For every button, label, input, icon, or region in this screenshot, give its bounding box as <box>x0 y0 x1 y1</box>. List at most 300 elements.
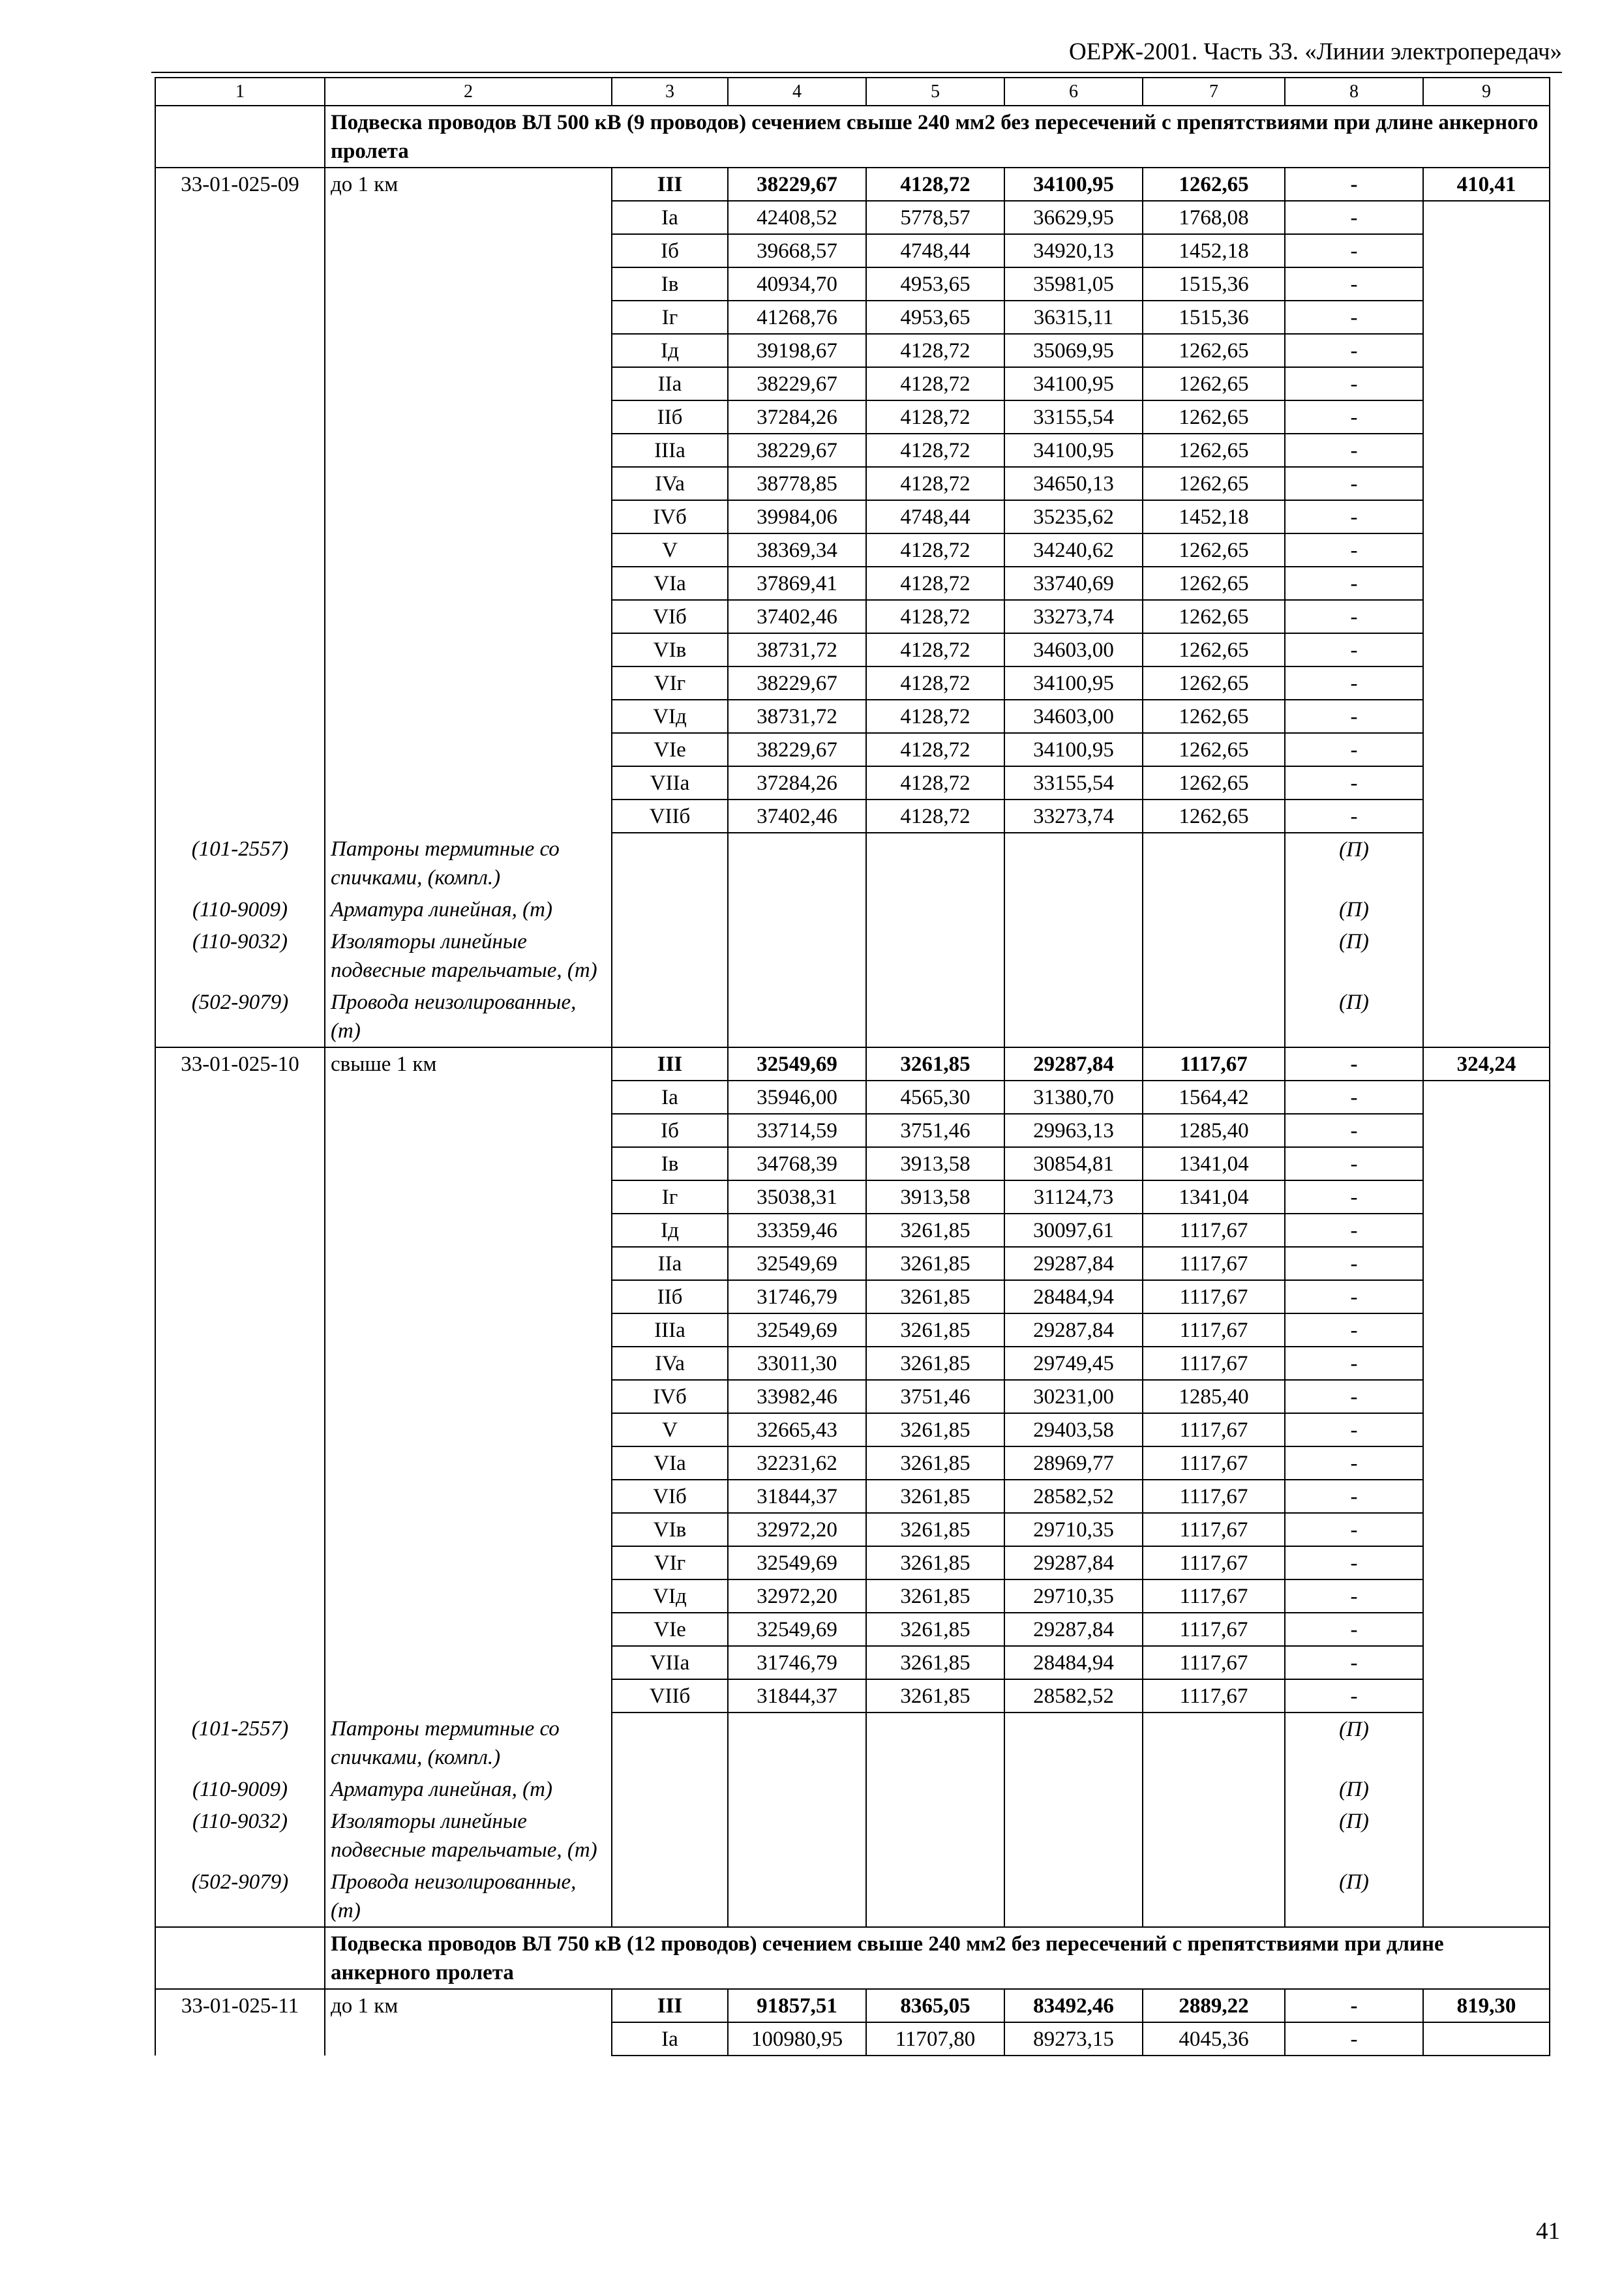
empty-cell <box>1423 633 1550 666</box>
machines-cost: 31380,70 <box>1004 1081 1143 1114</box>
column-number: 4 <box>728 78 866 106</box>
operator-wages: 1117,67 <box>1143 1247 1285 1280</box>
column-number: 5 <box>866 78 1004 106</box>
total-cost: 39668,57 <box>728 234 866 267</box>
machines-cost: 29403,58 <box>1004 1413 1143 1446</box>
materials-cost: - <box>1285 267 1423 301</box>
empty-cell <box>612 1773 728 1805</box>
resource-name: Провода неизолированные, (т) <box>325 986 612 1047</box>
materials-cost: - <box>1285 1247 1423 1280</box>
empty-cell <box>612 1713 728 1773</box>
wages-cost: 4128,72 <box>866 733 1004 766</box>
header-rule <box>151 72 1562 73</box>
total-cost: 31844,37 <box>728 1679 866 1713</box>
region-category: IIб <box>612 400 728 434</box>
rate-row <box>155 1047 1550 1081</box>
empty-cell <box>728 1805 866 1866</box>
resource-row <box>155 1866 1550 1927</box>
materials-cost: - <box>1285 766 1423 800</box>
total-cost: 32549,69 <box>728 1047 866 1081</box>
wages-cost: 4953,65 <box>866 301 1004 334</box>
wages-cost: 3261,85 <box>866 1480 1004 1513</box>
wages-cost: 3913,58 <box>866 1147 1004 1180</box>
operator-wages: 1117,67 <box>1143 1214 1285 1247</box>
empty-cell <box>1423 1114 1550 1147</box>
region-category: Ia <box>612 201 728 234</box>
wages-cost: 4128,72 <box>866 168 1004 201</box>
total-cost: 41268,76 <box>728 301 866 334</box>
column-number: 6 <box>1004 78 1143 106</box>
empty-cell <box>1143 1773 1285 1805</box>
empty-cell <box>1423 1713 1550 1773</box>
empty-cell <box>1423 700 1550 733</box>
wages-cost: 3261,85 <box>866 1047 1004 1081</box>
machines-cost: 31124,73 <box>1004 1180 1143 1214</box>
column-number: 1 <box>155 78 325 106</box>
materials-cost: - <box>1285 434 1423 467</box>
column-number: 8 <box>1285 78 1423 106</box>
materials-cost: - <box>1285 500 1423 533</box>
empty-cell <box>1004 1713 1143 1773</box>
region-category: IVa <box>612 1347 728 1380</box>
region-category: IIIa <box>612 434 728 467</box>
resource-code: (502-9079) <box>155 1866 325 1927</box>
empty-cell <box>1004 1866 1143 1927</box>
empty-cell <box>1143 925 1285 986</box>
operator-wages: 1117,67 <box>1143 1480 1285 1513</box>
machines-cost: 29710,35 <box>1004 1513 1143 1546</box>
wages-cost: 4128,72 <box>866 434 1004 467</box>
materials-cost: - <box>1285 1347 1423 1380</box>
empty-cell <box>866 833 1004 893</box>
operator-wages: 1117,67 <box>1143 1347 1285 1380</box>
operator-wages: 1117,67 <box>1143 1613 1285 1646</box>
region-category: Iг <box>612 301 728 334</box>
materials-cost: - <box>1285 733 1423 766</box>
region-category: IVб <box>612 1380 728 1413</box>
table-body <box>155 78 1550 2056</box>
empty-cell <box>1004 1773 1143 1805</box>
machines-cost: 36315,11 <box>1004 301 1143 334</box>
empty-cell <box>728 833 866 893</box>
operator-wages: 1285,40 <box>1143 1380 1285 1413</box>
operator-wages: 1262,65 <box>1143 600 1285 633</box>
empty-cell <box>612 986 728 1047</box>
wages-cost: 3261,85 <box>866 1446 1004 1480</box>
empty-cell <box>1423 1446 1550 1480</box>
total-cost: 32549,69 <box>728 1613 866 1646</box>
operator-wages: 1117,67 <box>1143 1513 1285 1546</box>
section-title-row <box>155 106 1550 168</box>
operator-wages: 1262,65 <box>1143 633 1285 666</box>
total-cost: 38229,67 <box>728 733 866 766</box>
operator-wages: 1262,65 <box>1143 434 1285 467</box>
empty-cell <box>155 1927 325 1989</box>
materials-cost: - <box>1285 1679 1423 1713</box>
materials-cost: - <box>1285 1446 1423 1480</box>
total-cost: 31844,37 <box>728 1480 866 1513</box>
total-cost: 32549,69 <box>728 1546 866 1579</box>
wages-cost: 4128,72 <box>866 633 1004 666</box>
region-category: IVa <box>612 467 728 500</box>
empty-cell <box>866 986 1004 1047</box>
machines-cost: 35235,62 <box>1004 500 1143 533</box>
materials-cost: - <box>1285 1047 1423 1081</box>
machines-cost: 28582,52 <box>1004 1480 1143 1513</box>
machines-cost: 29287,84 <box>1004 1247 1143 1280</box>
empty-cell <box>1423 925 1550 986</box>
total-cost: 37869,41 <box>728 567 866 600</box>
empty-cell <box>1423 234 1550 267</box>
wages-cost: 3261,85 <box>866 1546 1004 1579</box>
region-category: VIд <box>612 700 728 733</box>
machines-cost: 33740,69 <box>1004 567 1143 600</box>
empty-cell <box>1423 1380 1550 1413</box>
labor-cost: 410,41 <box>1423 168 1550 201</box>
resource-code: (110-9032) <box>155 925 325 986</box>
empty-cell <box>1423 1280 1550 1313</box>
operator-wages: 1341,04 <box>1143 1180 1285 1214</box>
resource-code: (110-9032) <box>155 1805 325 1866</box>
total-cost: 38778,85 <box>728 467 866 500</box>
empty-cell <box>1423 2022 1550 2056</box>
resource-code: (101-2557) <box>155 833 325 893</box>
wages-cost: 4128,72 <box>866 400 1004 434</box>
total-cost: 31746,79 <box>728 1280 866 1313</box>
region-category: VIa <box>612 567 728 600</box>
column-number: 9 <box>1423 78 1550 106</box>
region-category: IVб <box>612 500 728 533</box>
resource-row <box>155 1773 1550 1805</box>
operator-wages: 1117,67 <box>1143 1679 1285 1713</box>
region-category: III <box>612 168 728 201</box>
machines-cost: 36629,95 <box>1004 201 1143 234</box>
empty-cell <box>1143 893 1285 925</box>
total-cost: 35038,31 <box>728 1180 866 1214</box>
rate-code: 33-01-025-09 <box>155 168 325 833</box>
materials-cost: - <box>1285 666 1423 700</box>
wages-cost: 3261,85 <box>866 1313 1004 1347</box>
wages-cost: 3261,85 <box>866 1579 1004 1613</box>
total-cost: 40934,70 <box>728 267 866 301</box>
materials-cost: - <box>1285 1214 1423 1247</box>
empty-cell <box>1423 1679 1550 1713</box>
operator-wages: 1262,65 <box>1143 168 1285 201</box>
wages-cost: 4128,72 <box>866 666 1004 700</box>
operator-wages: 1262,65 <box>1143 533 1285 567</box>
empty-cell <box>1004 833 1143 893</box>
materials-cost: - <box>1285 1513 1423 1546</box>
machines-cost: 33155,54 <box>1004 400 1143 434</box>
resource-row <box>155 925 1550 986</box>
machines-cost: 30854,81 <box>1004 1147 1143 1180</box>
operator-wages: 1452,18 <box>1143 500 1285 533</box>
materials-cost: - <box>1285 1646 1423 1679</box>
machines-cost: 89273,15 <box>1004 2022 1143 2056</box>
region-category: VIIa <box>612 1646 728 1679</box>
resource-mark: (П) <box>1285 1866 1423 1927</box>
region-category: Iд <box>612 334 728 367</box>
empty-cell <box>1423 733 1550 766</box>
materials-cost: - <box>1285 301 1423 334</box>
materials-cost: - <box>1285 1546 1423 1579</box>
materials-cost: - <box>1285 1989 1423 2022</box>
total-cost: 91857,51 <box>728 1989 866 2022</box>
resource-name: Патроны термитные со спичками, (компл.) <box>325 1713 612 1773</box>
region-category: Iв <box>612 267 728 301</box>
rate-row <box>155 168 1550 201</box>
operator-wages: 1564,42 <box>1143 1081 1285 1114</box>
resource-name: Провода неизолированные, (т) <box>325 1866 612 1927</box>
region-category: Ia <box>612 1081 728 1114</box>
wages-cost: 4128,72 <box>866 766 1004 800</box>
empty-cell <box>1004 925 1143 986</box>
empty-cell <box>1423 434 1550 467</box>
empty-cell <box>866 925 1004 986</box>
resource-mark: (П) <box>1285 1773 1423 1805</box>
empty-cell <box>1423 1866 1550 1927</box>
empty-cell <box>1423 1413 1550 1446</box>
empty-cell <box>1423 1513 1550 1546</box>
rate-row <box>155 1989 1550 2022</box>
empty-cell <box>1423 1180 1550 1214</box>
rate-name: до 1 км <box>325 1989 612 2056</box>
region-category: VIe <box>612 1613 728 1646</box>
empty-cell <box>612 893 728 925</box>
resource-mark: (П) <box>1285 893 1423 925</box>
region-category: IIб <box>612 1280 728 1313</box>
empty-cell <box>1423 367 1550 400</box>
empty-cell <box>1423 1347 1550 1380</box>
region-category: Iг <box>612 1180 728 1214</box>
wages-cost: 3261,85 <box>866 1214 1004 1247</box>
region-category: Iб <box>612 234 728 267</box>
region-category: III <box>612 1989 728 2022</box>
rate-code: 33-01-025-11 <box>155 1989 325 2056</box>
resource-code: (502-9079) <box>155 986 325 1047</box>
wages-cost: 3261,85 <box>866 1646 1004 1679</box>
resource-name: Изоляторы линейные подвесные тарельчатые, (т) <box>325 925 612 986</box>
empty-cell <box>1423 800 1550 833</box>
wages-cost: 4128,72 <box>866 467 1004 500</box>
operator-wages: 1341,04 <box>1143 1147 1285 1180</box>
wages-cost: 4748,44 <box>866 234 1004 267</box>
resource-code: (110-9009) <box>155 1773 325 1805</box>
operator-wages: 1515,36 <box>1143 301 1285 334</box>
column-number: 2 <box>325 78 612 106</box>
wages-cost: 5778,57 <box>866 201 1004 234</box>
wages-cost: 3751,46 <box>866 1114 1004 1147</box>
operator-wages: 4045,36 <box>1143 2022 1285 2056</box>
machines-cost: 33273,74 <box>1004 600 1143 633</box>
operator-wages: 1262,65 <box>1143 334 1285 367</box>
region-category: Iб <box>612 1114 728 1147</box>
machines-cost: 83492,46 <box>1004 1989 1143 2022</box>
rate-code: 33-01-025-10 <box>155 1047 325 1713</box>
resource-mark: (П) <box>1285 1713 1423 1773</box>
total-cost: 33359,46 <box>728 1214 866 1247</box>
machines-cost: 34100,95 <box>1004 367 1143 400</box>
wages-cost: 4128,72 <box>866 800 1004 833</box>
machines-cost: 28582,52 <box>1004 1679 1143 1713</box>
empty-cell <box>1423 1214 1550 1247</box>
materials-cost: - <box>1285 633 1423 666</box>
empty-cell <box>1004 1805 1143 1866</box>
wages-cost: 4953,65 <box>866 267 1004 301</box>
machines-cost: 35981,05 <box>1004 267 1143 301</box>
total-cost: 37284,26 <box>728 400 866 434</box>
empty-cell <box>1423 1081 1550 1114</box>
wages-cost: 11707,80 <box>866 2022 1004 2056</box>
region-category: IIa <box>612 1247 728 1280</box>
total-cost: 34768,39 <box>728 1147 866 1180</box>
region-category: VIв <box>612 633 728 666</box>
machines-cost: 34603,00 <box>1004 633 1143 666</box>
empty-cell <box>728 1713 866 1773</box>
operator-wages: 1117,67 <box>1143 1546 1285 1579</box>
machines-cost: 34603,00 <box>1004 700 1143 733</box>
operator-wages: 1117,67 <box>1143 1280 1285 1313</box>
empty-cell <box>866 1866 1004 1927</box>
total-cost: 38731,72 <box>728 700 866 733</box>
empty-cell <box>728 893 866 925</box>
materials-cost: - <box>1285 1280 1423 1313</box>
operator-wages: 1452,18 <box>1143 234 1285 267</box>
empty-cell <box>1423 1773 1550 1805</box>
rates-table <box>155 77 1550 2056</box>
materials-cost: - <box>1285 467 1423 500</box>
empty-cell <box>1423 1613 1550 1646</box>
machines-cost: 29963,13 <box>1004 1114 1143 1147</box>
empty-cell <box>1143 986 1285 1047</box>
resource-mark: (П) <box>1285 925 1423 986</box>
materials-cost: - <box>1285 367 1423 400</box>
total-cost: 33011,30 <box>728 1347 866 1380</box>
empty-cell <box>1423 1805 1550 1866</box>
empty-cell <box>1423 766 1550 800</box>
wages-cost: 4128,72 <box>866 334 1004 367</box>
total-cost: 33714,59 <box>728 1114 866 1147</box>
empty-cell <box>1143 1866 1285 1927</box>
empty-cell <box>1423 567 1550 600</box>
resource-name: Изоляторы линейные подвесные тарельчатые, (т) <box>325 1805 612 1866</box>
operator-wages: 1285,40 <box>1143 1114 1285 1147</box>
materials-cost: - <box>1285 700 1423 733</box>
region-category: VIIб <box>612 800 728 833</box>
materials-cost: - <box>1285 600 1423 633</box>
wages-cost: 4565,30 <box>866 1081 1004 1114</box>
region-category: III <box>612 1047 728 1081</box>
column-number: 3 <box>612 78 728 106</box>
region-category: IIa <box>612 367 728 400</box>
materials-cost: - <box>1285 1579 1423 1613</box>
machines-cost: 34240,62 <box>1004 533 1143 567</box>
region-category: IIIa <box>612 1313 728 1347</box>
machines-cost: 29287,84 <box>1004 1313 1143 1347</box>
materials-cost: - <box>1285 1413 1423 1446</box>
operator-wages: 1262,65 <box>1143 467 1285 500</box>
resource-name: Патроны термитные со спичками, (компл.) <box>325 833 612 893</box>
materials-cost: - <box>1285 1180 1423 1214</box>
region-category: VIIa <box>612 766 728 800</box>
wages-cost: 3261,85 <box>866 1413 1004 1446</box>
materials-cost: - <box>1285 234 1423 267</box>
resource-code: (101-2557) <box>155 1713 325 1773</box>
wages-cost: 3261,85 <box>866 1613 1004 1646</box>
wages-cost: 3261,85 <box>866 1679 1004 1713</box>
wages-cost: 4128,72 <box>866 700 1004 733</box>
resource-name: Арматура линейная, (т) <box>325 893 612 925</box>
resource-name: Арматура линейная, (т) <box>325 1773 612 1805</box>
empty-cell <box>612 1866 728 1927</box>
empty-cell <box>728 925 866 986</box>
machines-cost: 34100,95 <box>1004 733 1143 766</box>
total-cost: 32549,69 <box>728 1313 866 1347</box>
empty-cell <box>1423 1313 1550 1347</box>
operator-wages: 1117,67 <box>1143 1646 1285 1679</box>
region-category: V <box>612 1413 728 1446</box>
region-category: Iв <box>612 1147 728 1180</box>
rate-name: до 1 км <box>325 168 612 833</box>
machines-cost: 34920,13 <box>1004 234 1143 267</box>
machines-cost: 34100,95 <box>1004 168 1143 201</box>
empty-cell <box>612 833 728 893</box>
empty-cell <box>1423 467 1550 500</box>
operator-wages: 1117,67 <box>1143 1446 1285 1480</box>
wages-cost: 3261,85 <box>866 1247 1004 1280</box>
wages-cost: 3261,85 <box>866 1280 1004 1313</box>
machines-cost: 28484,94 <box>1004 1280 1143 1313</box>
operator-wages: 1262,65 <box>1143 700 1285 733</box>
machines-cost: 34650,13 <box>1004 467 1143 500</box>
materials-cost: - <box>1285 800 1423 833</box>
total-cost: 38229,67 <box>728 168 866 201</box>
empty-cell <box>866 1805 1004 1866</box>
total-cost: 32665,43 <box>728 1413 866 1446</box>
operator-wages: 1117,67 <box>1143 1413 1285 1446</box>
wages-cost: 4128,72 <box>866 533 1004 567</box>
total-cost: 33982,46 <box>728 1380 866 1413</box>
total-cost: 38731,72 <box>728 633 866 666</box>
materials-cost: - <box>1285 1613 1423 1646</box>
machines-cost: 35069,95 <box>1004 334 1143 367</box>
resource-mark: (П) <box>1285 986 1423 1047</box>
labor-cost: 324,24 <box>1423 1047 1550 1081</box>
region-category: Iд <box>612 1214 728 1247</box>
total-cost: 32972,20 <box>728 1579 866 1613</box>
empty-cell <box>1004 893 1143 925</box>
labor-cost: 819,30 <box>1423 1989 1550 2022</box>
resource-row <box>155 1713 1550 1773</box>
page-header: ОЕРЖ-2001. Часть 33. «Линии электропередач» <box>1068 38 1562 65</box>
total-cost: 100980,95 <box>728 2022 866 2056</box>
wages-cost: 8365,05 <box>866 1989 1004 2022</box>
machines-cost: 29710,35 <box>1004 1579 1143 1613</box>
empty-cell <box>866 1773 1004 1805</box>
empty-cell <box>1423 1646 1550 1679</box>
wages-cost: 3751,46 <box>866 1380 1004 1413</box>
empty-cell <box>1423 1480 1550 1513</box>
total-cost: 31746,79 <box>728 1646 866 1679</box>
empty-cell <box>728 986 866 1047</box>
empty-cell <box>1423 334 1550 367</box>
region-category: VIб <box>612 600 728 633</box>
machines-cost: 34100,95 <box>1004 666 1143 700</box>
total-cost: 37402,46 <box>728 600 866 633</box>
resource-row <box>155 833 1550 893</box>
machines-cost: 30097,61 <box>1004 1214 1143 1247</box>
materials-cost: - <box>1285 567 1423 600</box>
